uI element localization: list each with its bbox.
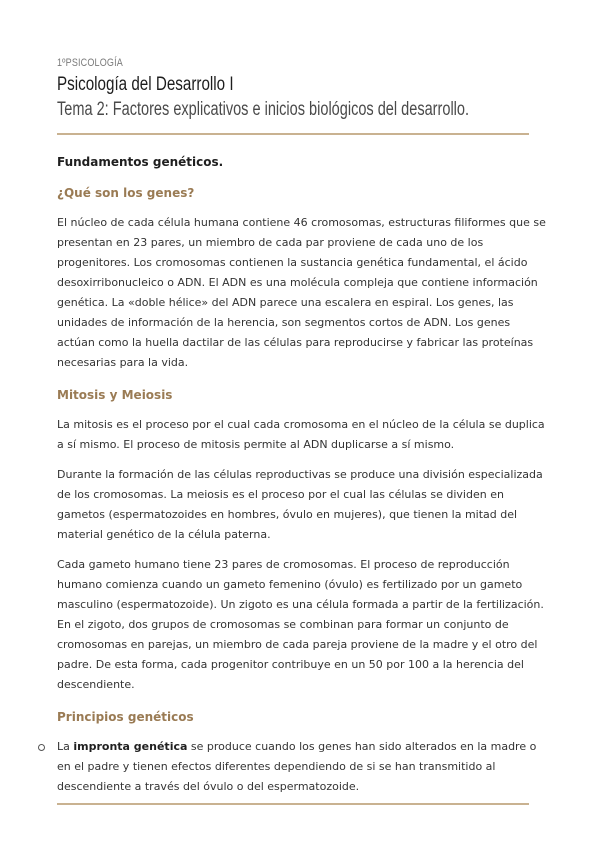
section-title: Fundamentos genéticos. — [57, 155, 224, 169]
item-text: se produce cuando los genes han sido alterados en la madre o en el padre y tienen efectos diferentes dependiendo de si se han transmitido al descendiente a través del óvulo o del espermatozoide. — [57, 740, 537, 793]
item-prefix: La — [57, 740, 74, 753]
item-term: impronta genética — [73, 740, 188, 753]
header-divider — [57, 133, 529, 135]
hollow-bullet-icon — [38, 744, 45, 751]
paragraph-mitosis: La mitosis es el proceso por el cual cada cromosoma en el núcleo de la célula se duplica a sí mismo. El proceso de mitosis permite al ADN duplicarse a sí mismo. — [57, 418, 545, 451]
principles-list — [57, 737, 547, 797]
heading-mitosis-meiosis: Mitosis y Meiosis — [57, 388, 173, 402]
paragraph-genes: El núcleo de cada célula humana contiene 46 cromosomas, estructuras filiformes que se presentan en 23 pares, un miembro de cada par proviene de cada uno de los progenitores. Los cromosomas contienen la sustancia genética fundamental, el ácido desoxirribonucleico o ADN. El ADN es una molécula compleja que contiene información genética. La «doble hélice» del ADN parece una escalera en espiral. Los genes, las unidades de información de la herencia, son segmentos cortos de ADN. Los genes actúan como la huella dactilar de las células para reproducirse y fabricar las proteínas necesarias para la vida. — [57, 216, 546, 369]
document-body — [57, 152, 547, 797]
heading-genes: ¿Qué son los genes? — [57, 186, 195, 200]
footer-divider — [57, 803, 529, 805]
paragraph-gametos: Cada gameto humano tiene 23 pares de cromosomas. El proceso de reproducción humano comienza cuando un gameto femenino (óvulo) es fertilizado por un gameto masculino (espermatozoide). Un zigoto es una célula formada a partir de la fertilización. En el zigoto, dos grupos de cromosomas se combinan para formar un conjunto de cromosomas en parejas, un miembro de cada pareja proviene de la madre y el otro del padre. De esta forma, cada progenitor contribuye en un 50 por 100 a la herencia del descendiente. — [57, 558, 544, 691]
paragraph-meiosis: Durante la formación de las células reproductivas se produce una división especializada de los cromosomas. La meiosis es el proceso por el cual las células se dividen en gametos (espermatozoides en hombres, óvulo en mujeres), que tienen la mitad del material genético de la célula paterna. — [57, 468, 543, 541]
list-item — [57, 737, 547, 797]
course-label: 1ºPSICOLOGÍA — [57, 57, 123, 69]
document-subtitle: Tema 2: Factores explicativos e inicios biológicos del desarrollo. — [57, 99, 470, 120]
document-title: Psicología del Desarrollo I — [57, 74, 234, 95]
heading-principios: Principios genéticos — [57, 710, 194, 724]
